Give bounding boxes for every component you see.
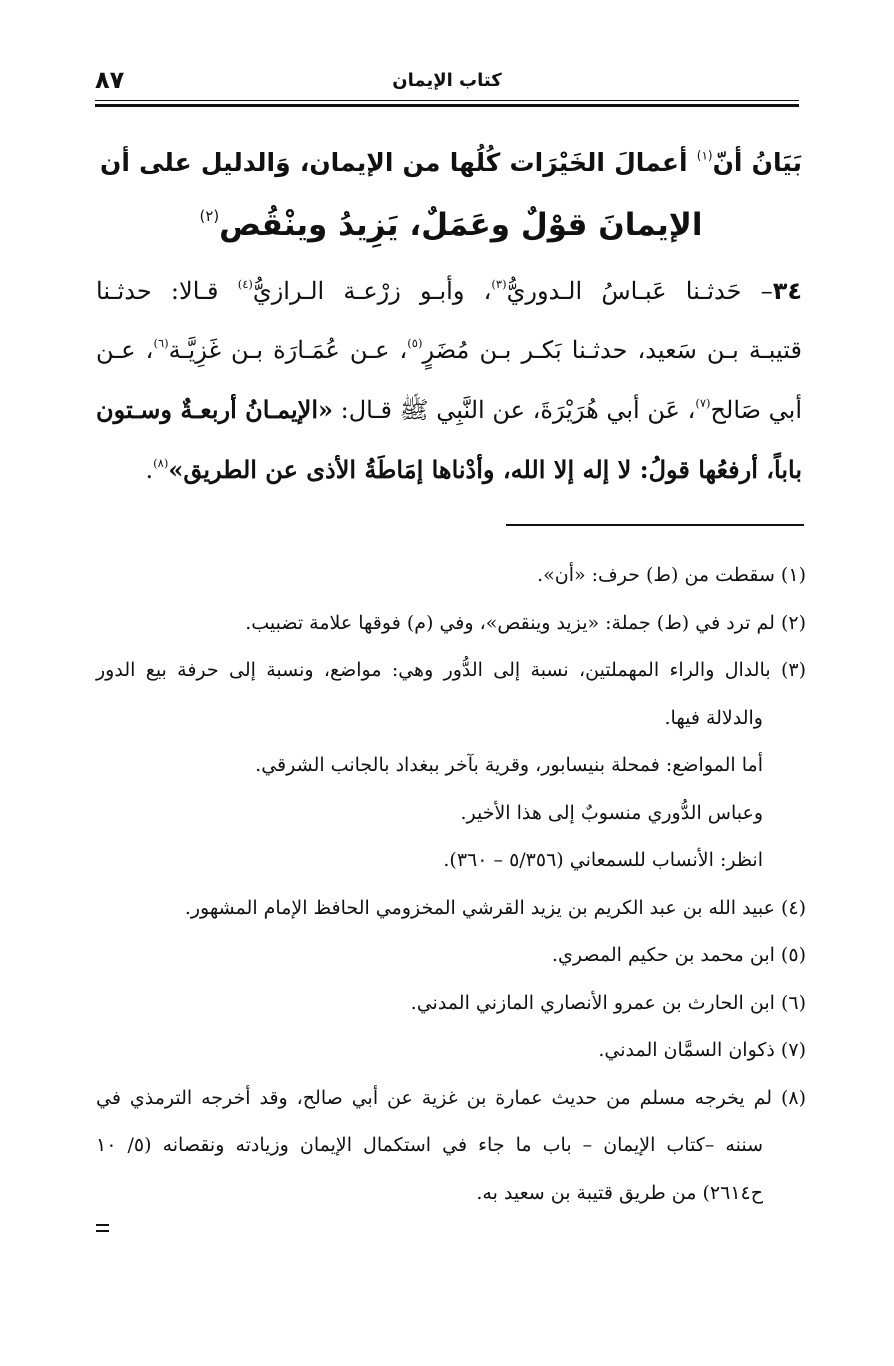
hadith-text-2a: قتيبـة بـن سَعيد، حدثـنا بَكـر بـن مُضَرٍ bbox=[422, 336, 803, 364]
heading-line-2 bbox=[100, 194, 802, 256]
footnote-8-line-2: سننه –كتاب الإيمان – باب ما جاء في استكمال الإيمان وزيادته ونقصانه (٥/ ١٠ bbox=[96, 1134, 763, 1156]
footnote-ref-5: (٥) bbox=[407, 336, 423, 351]
heading-text-1a: بَيَانُ أنّ bbox=[712, 148, 802, 177]
hadith-text-3a: أبي صَالح bbox=[710, 396, 802, 424]
heading-text-2: الإيمانَ قوْلٌ وعَمَلٌ، يَزِيدُ وينْقُص bbox=[219, 207, 703, 243]
book-title: كتاب الإيمان bbox=[392, 70, 502, 91]
hadith-line-4 bbox=[96, 440, 802, 500]
footnote-8-line-3: ح٢٦١٤) من طريق قتيبة بن سعيد به. bbox=[476, 1181, 763, 1204]
footnote-ref-1: (١) bbox=[696, 148, 713, 163]
heading-line-1 bbox=[100, 132, 802, 194]
hadith-text-2b: ، عـن عُمَـارَة بـن غَزِيَّـة bbox=[168, 336, 408, 364]
footnote-separator bbox=[506, 524, 804, 526]
chapter-heading bbox=[100, 132, 802, 256]
footnotes bbox=[96, 552, 806, 1217]
footnote-3-line-4: وعباس الدُّوري منسوبٌ إلى هذا الأخير. bbox=[460, 801, 763, 824]
footnote-ref-3: (٣) bbox=[491, 277, 507, 292]
footnote-3-line-2: والدلالة فيها. bbox=[664, 706, 763, 729]
footnote-ref-6: (٦) bbox=[153, 336, 169, 351]
footnote-ref-7: (٧) bbox=[695, 396, 711, 411]
header-rule-thick bbox=[95, 104, 799, 107]
footnote-ref-8: (٨) bbox=[153, 456, 169, 471]
footnote-3-line-1: (٣) بالدال والراء المهملتين، نسبة إلى الدُّور وهي: مواضع، ونسبة إلى حرفة بيع الدور bbox=[96, 659, 806, 681]
footnote-1: (١) سقطت من (ط) حرف: «أن». bbox=[537, 564, 806, 586]
footnote-5: (٥) ابن محمد بن حكيم المصري. bbox=[552, 944, 806, 966]
hadith-text-3b: ، عَن أبي هُرَيْرَةَ، عن النَّبِي ﷺ قـال: bbox=[333, 396, 696, 424]
hadith-text-1c: قـالا: حدثـنا bbox=[96, 277, 238, 305]
footnote-8-line-1: (٨) لم يخرجه مسلم من حديث عمارة بن غزية عن أبي صالح، وقد أخرجه الترمذي في bbox=[96, 1086, 806, 1109]
footnote-ref-4: (٤) bbox=[237, 277, 253, 292]
hadith-end-period: . bbox=[145, 456, 154, 484]
hadith-text-2c: ، عـن bbox=[96, 336, 154, 364]
page-end-mark bbox=[96, 1224, 109, 1226]
running-header bbox=[95, 66, 799, 96]
header-rule-thin bbox=[95, 100, 799, 101]
heading-text-1b: أعمالَ الخَيْرَات كُلُها من الإيمان، وَالدليل على أن bbox=[100, 148, 688, 177]
footnote-ref-2: (٢) bbox=[199, 206, 220, 225]
page-number: ٨٧ bbox=[95, 66, 125, 94]
hadith-matn-start: «الإيمـانُ أربعـةٌ وسـتون bbox=[96, 395, 334, 424]
footnote-7: (٧) ذكوان السمَّان المدني. bbox=[598, 1039, 806, 1061]
hadith-number: ٣٤ bbox=[772, 277, 803, 305]
footnote-6: (٦) ابن الحارث بن عمرو الأنصاري المازني المدني. bbox=[410, 991, 806, 1014]
footnote-3-line-5: انظر: الأنساب للسمعاني (٥/٣٥٦ – ٣٦٠). bbox=[443, 849, 763, 871]
hadith-text-1a: – حَدثـنا عَبـاسُ الـدوريُّ bbox=[506, 277, 773, 305]
footnote-2: (٢) لم ترد في (ط) جملة: «يزيد وينقص»، وفي (م) فوقها علامة تضبيب. bbox=[245, 611, 806, 634]
hadith-line-3 bbox=[96, 380, 802, 440]
hadith-matn-end: باباً، أرفعُها قولُ: لا إله إلا الله، وأدْناها إمَاطَةُ الأذى عن الطريق» bbox=[168, 455, 802, 484]
hadith-line-1 bbox=[96, 262, 802, 321]
footnote-3-line-3: أما المواضع: فمحلة بنيسابور، وقرية بآخر ببغداد بالجانب الشرقي. bbox=[255, 754, 763, 776]
hadith-text-1b: ، وأبـو زرْعـة الـرازيُّ bbox=[252, 277, 492, 305]
footnote-4: (٤) عبيد الله بن عبد الكريم بن يزيد القرشي المخزومي الحافظ الإمام المشهور. bbox=[184, 896, 806, 919]
hadith-line-2 bbox=[96, 321, 802, 380]
hadith-text bbox=[96, 262, 802, 500]
